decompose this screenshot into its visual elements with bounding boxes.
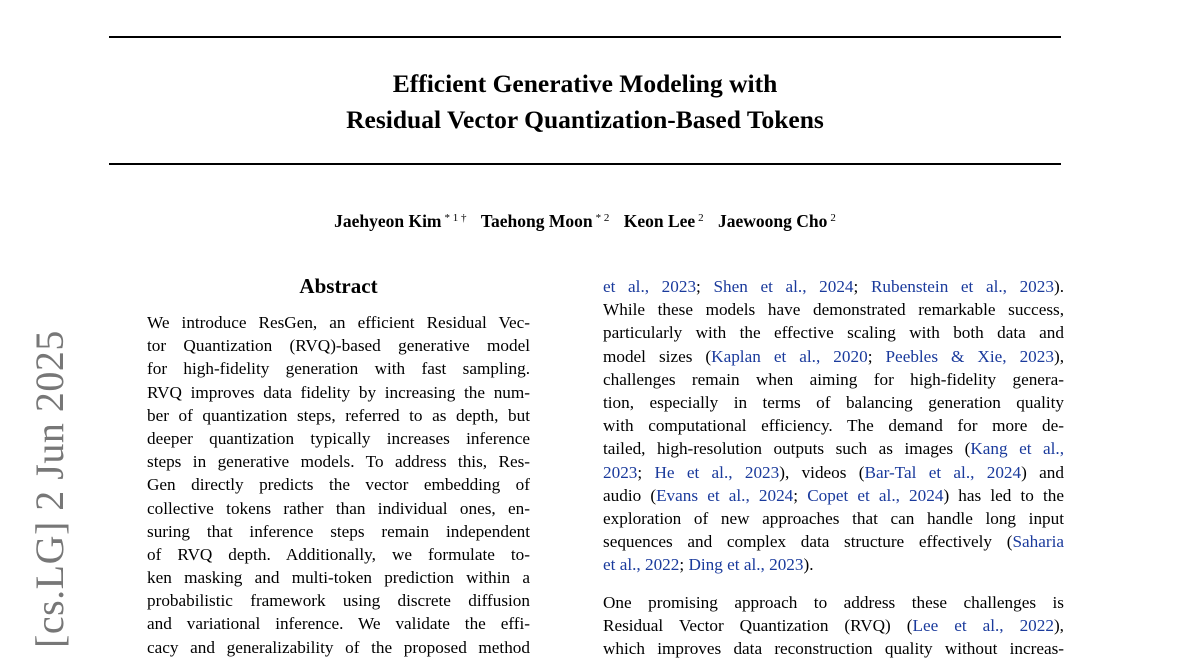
- abstract-line: ken masking and multi-token prediction within a: [147, 568, 530, 588]
- intro-line: et al., 2023; Shen et al., 2024; Rubenstein et al., 2023).: [603, 277, 1064, 296]
- intro-line: sequences and complex data structure effectively (Saharia: [603, 532, 1064, 552]
- intro-line: While these models have demonstrated remarkable success,: [603, 300, 1064, 320]
- abstract-heading: Abstract: [299, 274, 378, 298]
- title-line-2: Residual Vector Quantization-Based Tokens: [346, 105, 824, 134]
- intro-line: Residual Vector Quantization (RVQ) (Lee et al., 2022),: [603, 616, 1064, 636]
- intro-line: particularly with the effective scaling with both data and: [603, 323, 1064, 343]
- author-4-marks: 2: [830, 212, 836, 224]
- abstract-line: cacy and generalizability of the proposed method: [147, 637, 530, 657]
- abstract-line: and variational inference. We validate the effi-: [147, 614, 530, 634]
- intro-line: audio (Evans et al., 2024; Copet et al., 2024) has led to the: [603, 485, 1064, 505]
- citation-link[interactable]: Evans et al., 2024: [656, 485, 794, 505]
- title-line-1: Efficient Generative Modeling with: [392, 69, 778, 98]
- author-list: [109, 206, 1061, 233]
- intro-line: which improves data reconstruction quality without increas-: [603, 639, 1064, 659]
- citation-link[interactable]: et al., 2023: [603, 277, 697, 296]
- title-top-rule: [109, 36, 1061, 38]
- paper-title: [109, 66, 1061, 138]
- arxiv-stamp: [cs.LG] 2 Jun 2025: [27, 330, 72, 648]
- intro-paragraph-1: [603, 275, 1064, 576]
- intro-paragraph-2: [603, 591, 1064, 661]
- author-2-marks: * 2: [595, 212, 610, 224]
- intro-line: tailed, high-resolution outputs such as images (Kang et al.,: [603, 439, 1064, 459]
- intro-line: challenges remain when aiming for high-fidelity genera-: [603, 369, 1064, 389]
- intro-line: model sizes (Kaplan et al., 2020; Peebles & Xie, 2023),: [603, 346, 1064, 366]
- abstract-line: ber of quantization steps, referred to as depth, but: [147, 405, 530, 425]
- abstract-line: tor Quantization (RVQ)-based generative model: [147, 336, 530, 356]
- citation-link[interactable]: Kaplan et al., 2020: [711, 346, 868, 366]
- citation-link[interactable]: et al., 2022: [603, 555, 680, 575]
- citation-link[interactable]: Peebles & Xie, 2023: [885, 346, 1054, 366]
- citation-link[interactable]: Bar-Tal et al., 2024: [864, 462, 1022, 482]
- citation-link[interactable]: He et al., 2023: [654, 462, 780, 482]
- author-1: Jaehyeon Kim $^{* 1 \dagger}$: [334, 211, 467, 231]
- author-3-marks: 2: [698, 212, 704, 224]
- intro-line: 2023; He et al., 2023), videos (Bar-Tal et al., 2024) and: [603, 462, 1064, 482]
- citation-link[interactable]: 2023: [603, 462, 638, 482]
- abstract-line: RVQ improves data fidelity by increasing the num-: [147, 382, 530, 402]
- citation-link[interactable]: Shen et al., 2024: [713, 277, 854, 296]
- title-bottom-rule: [109, 163, 1061, 165]
- abstract-line: We introduce ResGen, an efficient Residual Vec-: [147, 313, 530, 332]
- intro-line: with computational efficiency. The demand for more de-: [603, 416, 1064, 436]
- abstract-line: suring that inference steps remain independent: [147, 521, 530, 541]
- abstract-line: Gen directly predicts the vector embedding of: [147, 475, 530, 495]
- citation-link[interactable]: Ding et al., 2023: [688, 555, 804, 575]
- abstract-line: deeper quantization typically increases inference: [147, 428, 530, 448]
- author-1-marks: * 1 †: [444, 212, 467, 224]
- author-2: Taehong Moon $^{* 2}$: [480, 211, 610, 231]
- abstract-line: probabilistic framework using discrete diffusion: [147, 591, 530, 611]
- abstract-line: collective tokens rather than individual ones, en-: [147, 498, 530, 518]
- abstract-line: of RVQ depth. Additionally, we formulate to-: [147, 544, 530, 564]
- intro-line: tion, especially in terms of balancing generation quality: [603, 392, 1064, 412]
- citation-link[interactable]: Kang et al.,: [970, 439, 1064, 459]
- intro-line: One promising approach to address these challenges is: [603, 593, 1064, 612]
- abstract-line: steps in generative models. To address this, Res-: [147, 452, 530, 472]
- author-3: Keon Lee $^2$: [623, 211, 704, 231]
- citation-link[interactable]: Rubenstein et al., 2023: [870, 277, 1054, 296]
- abstract-body: [147, 311, 530, 659]
- citation-link[interactable]: Saharia: [1012, 532, 1064, 552]
- abstract-line: for high-fidelity generation with fast sampling.: [147, 359, 530, 379]
- citation-link[interactable]: Copet et al., 2024: [807, 485, 944, 505]
- author-4: Jaewoong Cho $^2$: [718, 211, 836, 231]
- citation-link[interactable]: Lee et al., 2022: [912, 616, 1054, 636]
- intro-line: exploration of new approaches that can handle long input: [603, 508, 1064, 528]
- intro-line: et al., 2022; Ding et al., 2023).: [603, 555, 814, 575]
